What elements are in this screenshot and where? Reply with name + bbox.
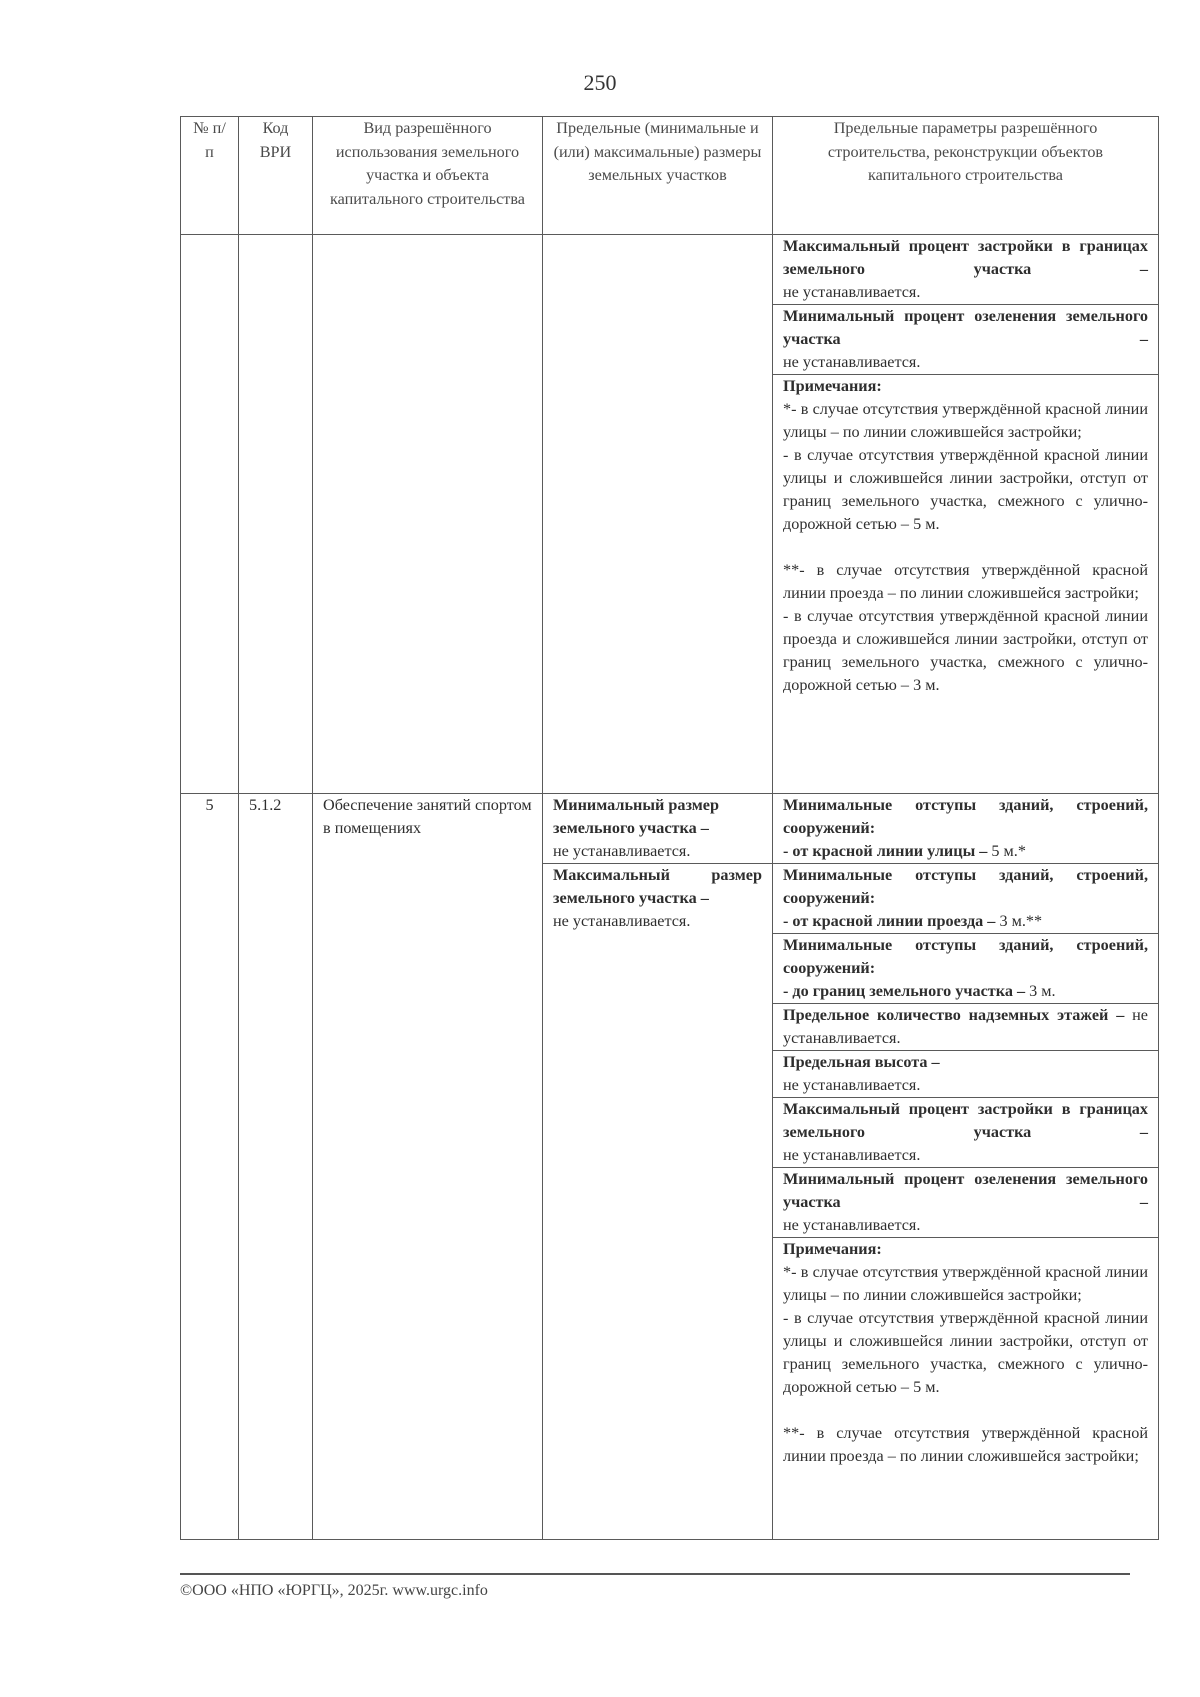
param-label: Предельная высота – bbox=[783, 1053, 940, 1071]
note-text: - в случае отсутствия утверждённой красной линии улицы и сложившейся линии застройки, отступ от границ земельного участка, смежного с улично-дорожной сетью – 5 м. bbox=[783, 1309, 1148, 1396]
note-text: - в случае отсутствия утверждённой красной линии проезда и сложившейся линии застройки, отступ от границ земельного участка, смежного с улично-дорожной сетью – 3 м. bbox=[783, 607, 1148, 694]
param-min-green-percent bbox=[773, 305, 1159, 375]
size-value: не устанавливается. bbox=[553, 912, 691, 930]
header-parameters: Предельные параметры разрешённого строительства, реконструкции объектов капитального строительства bbox=[773, 117, 1159, 235]
param-value: 3 м. bbox=[1025, 982, 1056, 1000]
param-label: Минимальный процент озеленения земельного участка – bbox=[783, 307, 1148, 348]
param-value: не устанавливается. bbox=[783, 353, 921, 371]
empty-cell bbox=[239, 235, 313, 794]
row-number: 5 bbox=[181, 794, 239, 1540]
footer-copyright: ©ООО «НПО «ЮРГЦ», 2025г. www.urgc.info bbox=[180, 1582, 488, 1599]
header-code: Код ВРИ bbox=[239, 117, 313, 235]
param-max-height bbox=[773, 1051, 1159, 1098]
size-value: не устанавливается. bbox=[553, 842, 691, 860]
param-value: не устанавливается. bbox=[783, 1146, 921, 1164]
param-max-build-percent bbox=[773, 235, 1159, 305]
param-value: не устанавливается. bbox=[783, 283, 921, 301]
param-setback-boundary bbox=[773, 934, 1159, 1004]
param-label: - от красной линии улицы – bbox=[783, 842, 988, 860]
note-text: **- в случае отсутствия утверждённой красной линии проезда – по линии сложившейся застройки; bbox=[783, 1424, 1148, 1465]
param-label: Минимальные отступы зданий, строений, сооружений: bbox=[783, 936, 1148, 977]
row-use-type: Обеспечение занятий спортом в помещениях bbox=[313, 794, 543, 1540]
table-row bbox=[181, 235, 1159, 305]
row-code: 5.1.2 bbox=[239, 794, 313, 1540]
note-text: *- в случае отсутствия утверждённой красной линии улицы – по линии сложившейся застройки; bbox=[783, 1263, 1148, 1304]
note-text: *- в случае отсутствия утверждённой красной линии улицы – по линии сложившейся застройки; bbox=[783, 400, 1148, 441]
empty-cell bbox=[313, 235, 543, 794]
empty-cell bbox=[543, 235, 773, 794]
notes-title: Примечания: bbox=[783, 1240, 882, 1258]
max-plot-size bbox=[543, 864, 773, 1540]
param-label: Минимальный процент озеленения земельного участка – bbox=[783, 1170, 1148, 1211]
page-number: 250 bbox=[583, 70, 617, 95]
param-value: не устанавливается. bbox=[783, 1076, 921, 1094]
regulations-table bbox=[180, 116, 1159, 1540]
size-label: Максимальный размер земельного участка – bbox=[553, 866, 762, 907]
param-label: - до границ земельного участка – bbox=[783, 982, 1026, 1000]
param-label: - от красной линии проезда – bbox=[783, 912, 996, 930]
table-row bbox=[181, 794, 1159, 864]
param-value: не устанавливается. bbox=[783, 1006, 1148, 1047]
param-value: не устанавливается. bbox=[783, 1216, 921, 1234]
param-setback-driveway bbox=[773, 864, 1159, 934]
size-label: Минимальный размер земельного участка – bbox=[553, 796, 719, 837]
note-text: - в случае отсутствия утверждённой красной линии улицы и сложившейся линии застройки, отступ от границ земельного участка, смежного с улично-дорожной сетью – 5 м. bbox=[783, 446, 1148, 533]
param-setback-street bbox=[773, 794, 1159, 864]
table-header-row bbox=[181, 117, 1159, 235]
header-plot-sizes: Предельные (минимальные и (или) максимальные) размеры земельных участков bbox=[543, 117, 773, 235]
header-use-type: Вид разрешённого использования земельного участка и объекта капитального строительства bbox=[313, 117, 543, 235]
min-plot-size bbox=[543, 794, 773, 864]
empty-cell bbox=[181, 235, 239, 794]
notes-cell bbox=[773, 375, 1159, 794]
param-max-build-percent bbox=[773, 1098, 1159, 1168]
notes-cell bbox=[773, 1238, 1159, 1540]
header-number: № п/п bbox=[181, 117, 239, 235]
footer-divider bbox=[180, 1573, 1130, 1575]
notes-title: Примечания: bbox=[783, 377, 882, 395]
param-min-green-percent bbox=[773, 1168, 1159, 1238]
param-value: 3 м.** bbox=[995, 912, 1043, 930]
param-label: Минимальные отступы зданий, строений, сооружений: bbox=[783, 796, 1148, 837]
param-value: 5 м.* bbox=[987, 842, 1026, 860]
param-label: Минимальные отступы зданий, строений, сооружений: bbox=[783, 866, 1148, 907]
param-max-floors bbox=[773, 1004, 1159, 1051]
param-label: Предельное количество надземных этажей – bbox=[783, 1006, 1125, 1024]
param-label: Максимальный процент застройки в границах земельного участка – bbox=[783, 237, 1148, 278]
note-text: **- в случае отсутствия утверждённой красной линии проезда – по линии сложившейся застройки; bbox=[783, 561, 1148, 602]
param-label: Максимальный процент застройки в границах земельного участка – bbox=[783, 1100, 1148, 1141]
